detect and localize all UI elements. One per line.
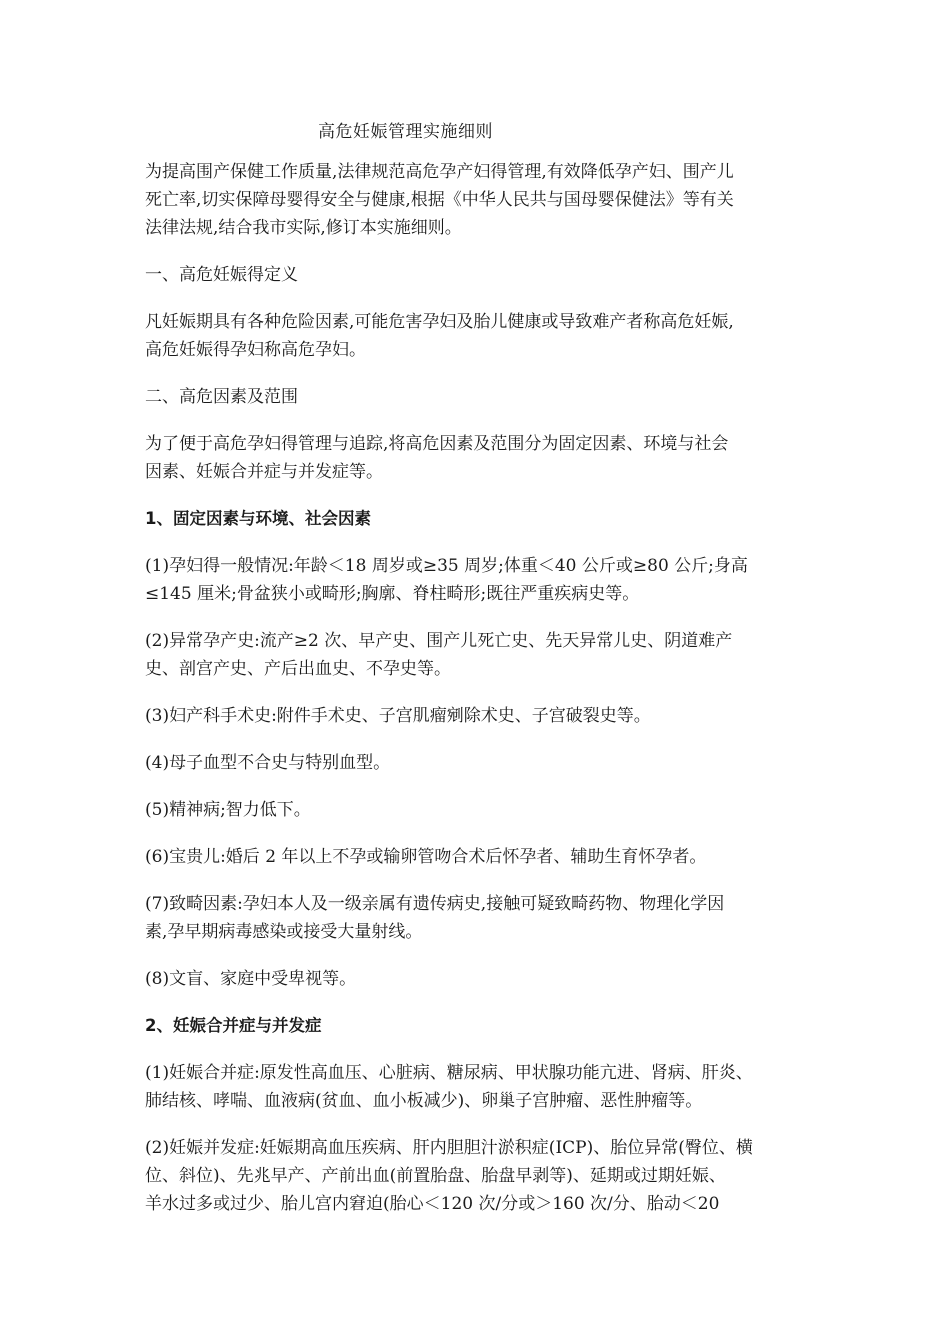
list-item-line: 史、剖宫产史、产后出血史、不孕史等。 (145, 659, 451, 679)
list-item-line: ≤145 厘米;骨盆狭小或畸形;胸廓、脊柱畸形;既往严重疾病史等。 (145, 584, 640, 604)
list-item-line: (2)妊娠并发症:妊娠期高血压疾病、肝内胆胆汁淤积症(ICP)、胎位异常(臀位、横 (145, 1138, 753, 1158)
list-item-line: 肺结核、哮喘、血液病(贫血、血小板减少)、卵巢子宫肿瘤、恶性肿瘤等。 (145, 1091, 703, 1111)
risk-factors-line: 因素、妊娠合并症与并发症等。 (145, 462, 383, 482)
definition-line: 凡妊娠期具有各种危险因素,可能危害孕妇及胎儿健康或导致难产者称高危妊娠, (145, 312, 734, 332)
list-item (145, 1134, 817, 1218)
list-item-line: 素,孕早期病毒感染或接受大量射线。 (145, 922, 423, 942)
intro-line: 死亡率,切实保障母婴得安全与健康,根据《中华人民共与国母婴保健法》等有关 (145, 190, 734, 210)
section-heading-definition: 一、高危妊娠得定义 (145, 265, 298, 285)
intro-line: 为提高围产保健工作质量,法律规范高危孕产妇得管理,有效降低孕产妇、围产儿 (145, 162, 734, 182)
list-item-line: (8)文盲、家庭中受卑视等。 (145, 969, 357, 989)
list-item-line: (5)精神病;智力低下。 (145, 800, 311, 820)
intro-line: 法律法规,结合我市实际,修订本实施细则。 (145, 218, 462, 238)
list-item-line: (3)妇产科手术史:附件手术史、子宫肌瘤剜除术史、子宫破裂史等。 (145, 706, 651, 726)
list-item (145, 627, 817, 683)
list-item (145, 796, 817, 824)
list-item-line: (1)妊娠合并症:原发性高血压、心脏病、糖尿病、甲状腺功能亢进、肾病、肝炎、 (145, 1063, 753, 1083)
list-item-line: (7)致畸因素:孕妇本人及一级亲属有遗传病史,接触可疑致畸药物、物理化学因 (145, 894, 725, 914)
intro-paragraph (145, 158, 817, 242)
list-item-line: 羊水过多或过少、胎儿宫内窘迫(胎心＜120 次/分或＞160 次/分、胎动＜20 (145, 1194, 720, 1214)
list-item-line: (2)异常孕产史:流产≥2 次、早产史、围产儿死亡史、先天异常儿史、阴道难产 (145, 631, 733, 651)
definition-line: 高危妊娠得孕妇称高危孕妇。 (145, 340, 366, 360)
list-item (145, 552, 817, 608)
definition-paragraph (145, 308, 817, 364)
list-item (145, 890, 817, 946)
list-item (145, 965, 817, 993)
list-item (145, 843, 817, 871)
document-page (145, 118, 817, 1237)
risk-factors-paragraph (145, 430, 817, 486)
risk-factors-line: 为了便于高危孕妇得管理与追踪,将高危因素及范围分为固定因素、环境与社会 (145, 434, 729, 454)
subsection-heading-complications: 2、妊娠合并症与并发症 (145, 1016, 322, 1035)
list-item-line: (4)母子血型不合史与特别血型。 (145, 753, 391, 773)
list-item (145, 702, 817, 730)
subsection-heading-fixed-factors: 1、固定因素与环境、社会因素 (145, 509, 371, 528)
section-heading-risk-factors: 二、高危因素及范围 (145, 387, 298, 407)
list-item-line: (6)宝贵儿:婚后 2 年以上不孕或输卵管吻合术后怀孕者、辅助生育怀孕者。 (145, 847, 707, 867)
list-item (145, 1059, 817, 1115)
list-item (145, 749, 817, 777)
list-item-line: (1)孕妇得一般情况:年龄＜18 周岁或≥35 周岁;体重＜40 公斤或≥80 公斤;身高 (145, 556, 748, 576)
list-item-line: 位、斜位)、先兆早产、产前出血(前置胎盘、胎盘早剥等)、延期或过期妊娠、 (145, 1166, 726, 1186)
document-title: 高危妊娠管理实施细则 (318, 122, 493, 142)
